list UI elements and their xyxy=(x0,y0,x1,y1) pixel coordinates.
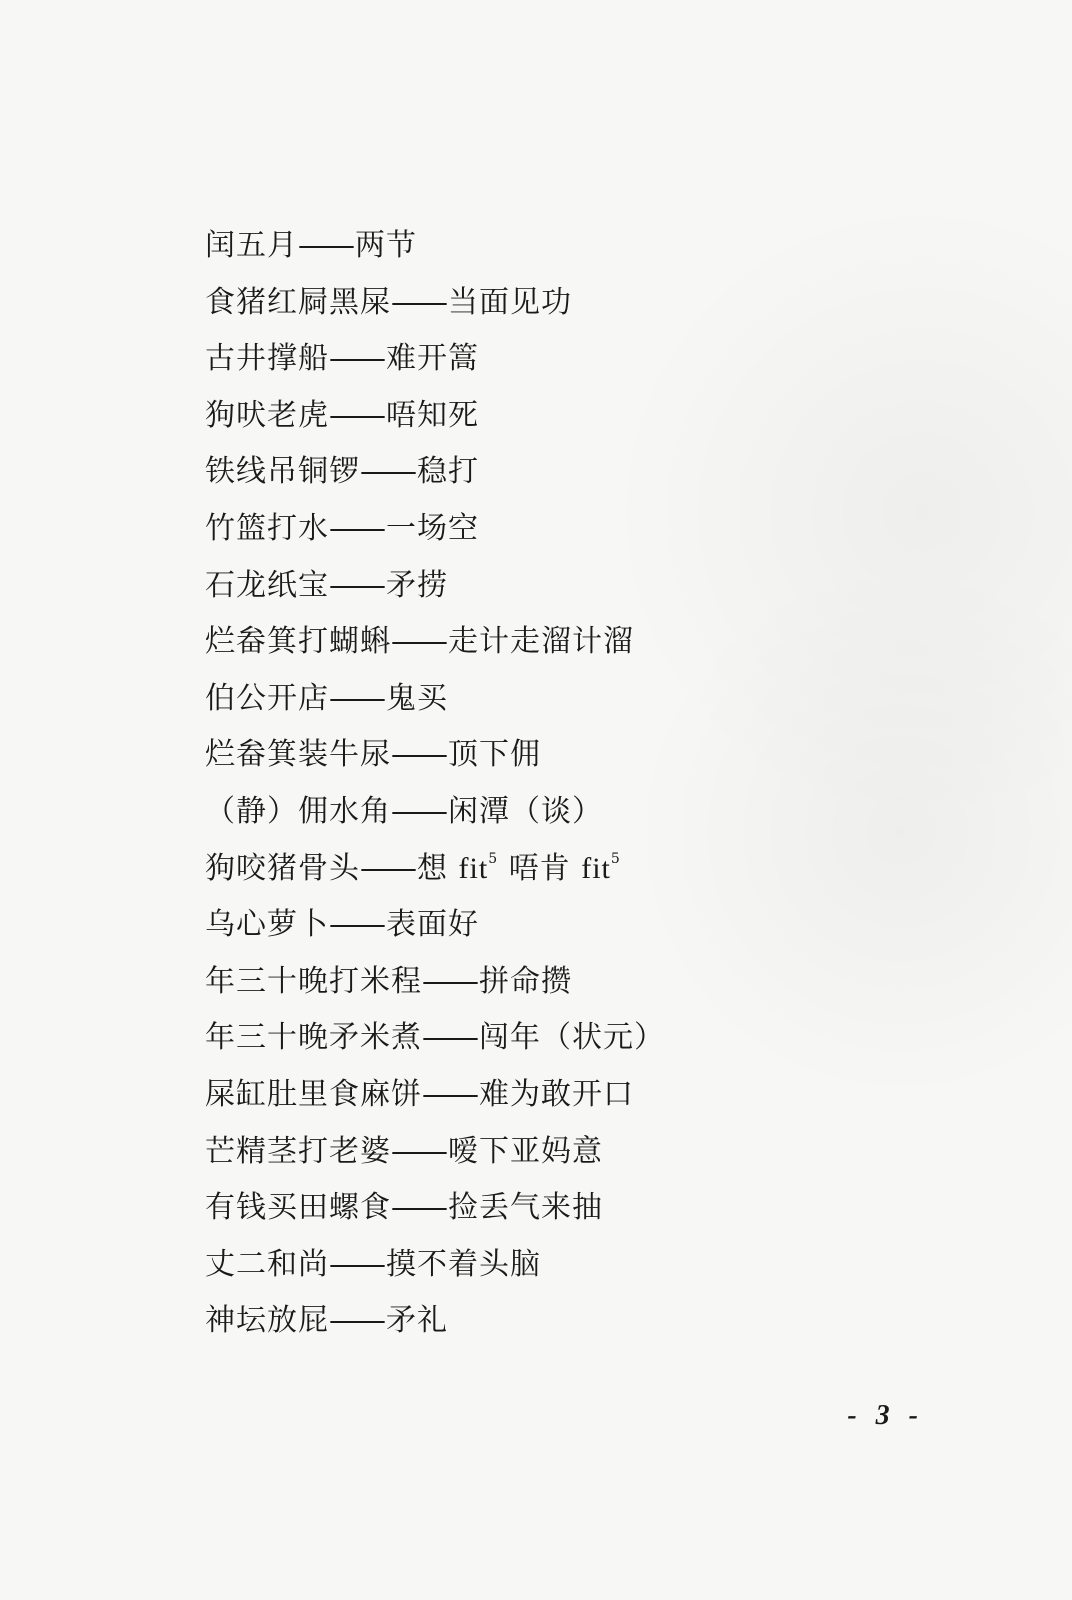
list-item xyxy=(205,388,845,445)
idiom-list xyxy=(205,218,845,1350)
meaning: 矛捞 xyxy=(386,567,448,603)
meaning-latin: fit xyxy=(458,851,489,885)
meaning: 闯年（状元） xyxy=(479,1020,665,1056)
meaning: 嗳下亚妈意 xyxy=(448,1133,603,1169)
phrase: 芒精茎打老婆 xyxy=(205,1133,391,1169)
phrase: 古井撑船 xyxy=(205,341,329,377)
phrase: 烂畚箕装牛尿 xyxy=(205,737,391,773)
separator: —— xyxy=(391,1133,445,1169)
list-item xyxy=(205,1237,845,1294)
separator: —— xyxy=(422,1076,476,1112)
list-item xyxy=(205,501,845,558)
list-item xyxy=(205,444,845,501)
separator: —— xyxy=(329,907,383,943)
list-item xyxy=(205,1067,845,1124)
list-item xyxy=(205,954,845,1011)
list-item xyxy=(205,897,845,954)
phrase: 狗吠老虎 xyxy=(205,397,329,433)
meaning: 矛礼 xyxy=(386,1303,448,1339)
meaning: 难开篙 xyxy=(386,341,479,377)
list-item xyxy=(205,558,845,615)
meaning: 唔知死 xyxy=(386,397,479,433)
meaning: 捡丢气来抽 xyxy=(448,1190,603,1226)
phrase: 年三十晚打米程 xyxy=(205,963,422,999)
meaning: 拼命攒 xyxy=(479,963,572,999)
phrase: 铁线吊铜锣 xyxy=(205,454,360,490)
phrase: 石龙纸宝 xyxy=(205,567,329,603)
phrase: 闰五月 xyxy=(205,228,298,263)
meaning: 难为敢开口 xyxy=(479,1076,634,1112)
meaning: 鬼买 xyxy=(386,680,448,716)
separator: —— xyxy=(391,284,445,320)
phrase: 竹篮打水 xyxy=(205,510,329,546)
separator: —— xyxy=(391,737,445,773)
list-item xyxy=(205,1180,845,1237)
meaning: 表面好 xyxy=(386,907,479,943)
meaning-part: 想 xyxy=(417,850,448,886)
phrase: 年三十晚矛米煮 xyxy=(205,1020,422,1056)
page-number: - 3 - xyxy=(847,1400,924,1431)
phrase: 神坛放屁 xyxy=(205,1303,329,1339)
list-item xyxy=(205,1010,845,1067)
meaning: 顶下佣 xyxy=(448,737,541,773)
meaning: 摸不着头脑 xyxy=(386,1246,541,1282)
phrase: 烂畚箕打蝴蝌 xyxy=(205,624,391,660)
separator: —— xyxy=(329,1246,383,1282)
meaning: 闲潭（谈） xyxy=(448,793,603,829)
phrase: 乌心萝卜 xyxy=(205,907,329,943)
separator: —— xyxy=(391,793,445,829)
separator: —— xyxy=(329,680,383,716)
separator: —— xyxy=(422,963,476,999)
list-item xyxy=(205,1293,845,1350)
list-item xyxy=(205,727,845,784)
separator: —— xyxy=(329,510,383,546)
list-item xyxy=(205,331,845,388)
list-item xyxy=(205,841,845,898)
meaning: 一场空 xyxy=(386,510,479,546)
tone-superscript: 5 xyxy=(610,850,621,867)
list-item xyxy=(205,671,845,728)
phrase: 食猪红屙黑屎 xyxy=(205,284,391,320)
meaning-latin: fit xyxy=(581,851,611,885)
meaning: 当面见功 xyxy=(448,284,572,320)
separator: —— xyxy=(329,567,383,603)
list-item xyxy=(205,218,845,275)
phrase: 丈二和尚 xyxy=(205,1246,329,1282)
list-item xyxy=(205,1124,845,1181)
separator: —— xyxy=(298,228,352,263)
meaning: 两节 xyxy=(355,228,417,263)
separator: —— xyxy=(329,397,383,433)
separator: —— xyxy=(422,1020,476,1056)
separator: —— xyxy=(329,1303,383,1339)
list-item xyxy=(205,784,845,841)
phrase: 屎缸肚里食麻饼 xyxy=(205,1076,422,1112)
phrase: 有钱买田螺食 xyxy=(205,1190,391,1226)
list-item xyxy=(205,614,845,671)
separator: —— xyxy=(360,850,414,886)
list-item xyxy=(205,275,845,332)
meaning: 走计走溜计溜 xyxy=(448,624,634,660)
phrase: （静）佣水角 xyxy=(205,793,391,829)
phrase: 狗咬猪骨头 xyxy=(205,850,360,886)
phrase: 伯公开店 xyxy=(205,680,329,716)
separator: —— xyxy=(360,454,414,490)
separator: —— xyxy=(391,1190,445,1226)
meaning: 稳打 xyxy=(417,454,479,490)
separator: —— xyxy=(329,341,383,377)
separator: —— xyxy=(391,624,445,660)
tone-superscript: 5 xyxy=(488,850,499,867)
meaning-part: 唔肯 xyxy=(508,850,571,886)
